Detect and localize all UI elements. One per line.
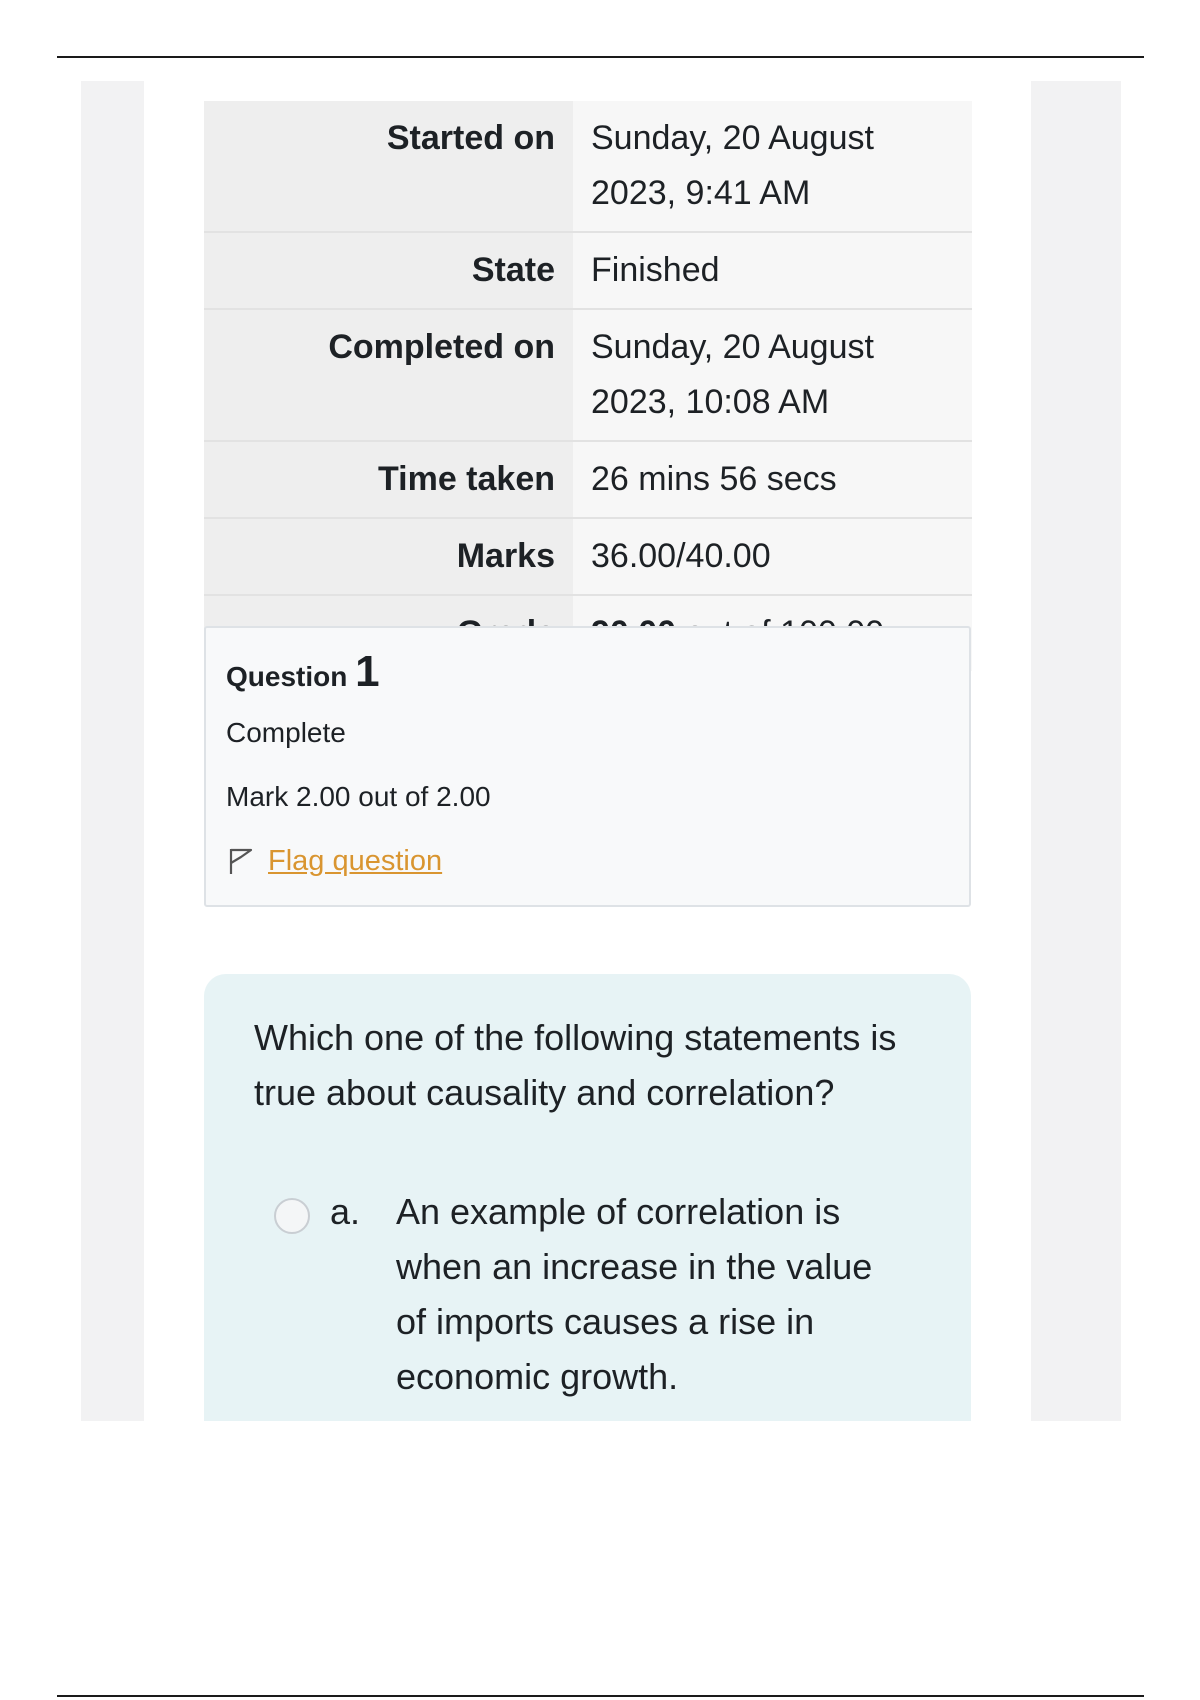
summary-row-time-taken [204, 441, 972, 518]
quiz-summary-table [204, 101, 972, 671]
summary-row-marks [204, 518, 972, 595]
question-info-box [204, 626, 971, 907]
summary-value: Sunday, 20 August 2023, 9:41 AM [573, 101, 972, 232]
question-state: Complete [226, 717, 346, 748]
flag-question-control[interactable] [226, 843, 949, 879]
answer-letter: a. [330, 1191, 361, 1232]
summary-label: Marks [204, 518, 573, 595]
right-gutter [1031, 81, 1121, 1421]
answer-option-a[interactable] [274, 1184, 896, 1404]
answer-text[interactable]: An example of correlation is when an increase in the value of imports causes a rise in economic growth. [396, 1191, 873, 1397]
answer-radio-button[interactable] [274, 1198, 310, 1234]
flag-question-link[interactable]: Flag question [268, 844, 443, 877]
summary-label: Started on [204, 101, 573, 232]
summary-row-started [204, 101, 972, 232]
question-title [226, 647, 949, 699]
question-text: Which one of the following statements is true about causality and correlation? [254, 1017, 897, 1113]
question-grade: Mark 2.00 out of 2.00 [226, 781, 491, 812]
summary-value: 26 mins 56 secs [573, 441, 972, 518]
question-number: 1 [355, 647, 380, 696]
question-content-box [204, 974, 971, 1421]
question-title-prefix: Question [226, 661, 348, 692]
left-gutter [81, 81, 144, 1421]
summary-row-state [204, 232, 972, 309]
summary-label: State [204, 232, 573, 309]
summary-value: Sunday, 20 August 2023, 10:08 AM [573, 309, 972, 441]
summary-label: Completed on [204, 309, 573, 441]
summary-value: 36.00/40.00 [573, 518, 972, 595]
summary-label: Time taken [204, 441, 573, 518]
summary-value: Finished [573, 232, 972, 309]
page-bottom-rule [57, 1695, 1144, 1697]
flag-outline-icon[interactable] [226, 846, 256, 876]
summary-row-completed [204, 309, 972, 441]
page-top-rule [57, 56, 1144, 58]
